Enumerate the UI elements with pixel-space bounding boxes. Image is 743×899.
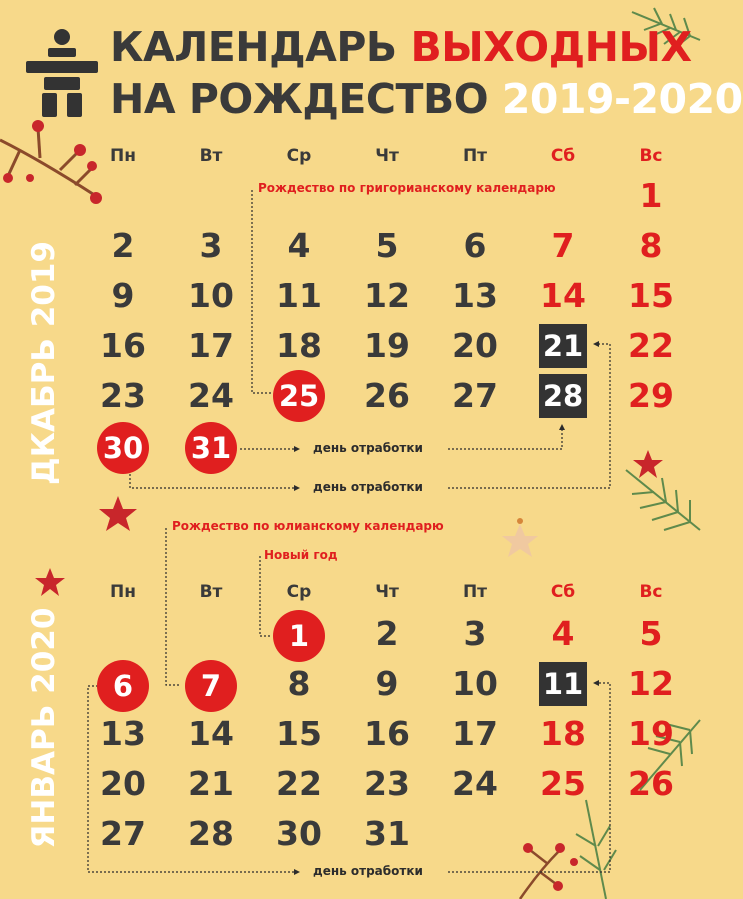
weekday-sat: Сб (550, 582, 576, 602)
calendar-day: 31 (364, 814, 410, 853)
calendar-day: 23 (100, 376, 146, 415)
berry-branch-icon (520, 843, 578, 899)
weekday-sun: Вс (639, 582, 663, 602)
calendar-day: 22 (276, 764, 322, 803)
catholic-christmas-note: Рождество по григорианскому календарю (258, 181, 556, 195)
weekday-sat: Сб (550, 146, 576, 166)
title-line-2 (110, 76, 743, 122)
calendar-day: 16 (364, 714, 410, 753)
holiday-day: 30 (97, 422, 149, 474)
calendar-day: 9 (111, 276, 135, 315)
calendar-day: 5 (375, 226, 399, 265)
weekday-tue: Вт (199, 146, 223, 166)
weekday-wed: Ср (286, 582, 312, 602)
calendar-day: 4 (287, 226, 311, 265)
january-month-label: ЯНВАРЬ 2020 (26, 607, 62, 849)
calendar-day: 23 (364, 764, 410, 803)
workday-note: день отработки (313, 864, 423, 878)
holiday-day: 1 (273, 610, 325, 662)
calendar-day: 25 (540, 764, 586, 803)
star-ornament-icon (502, 524, 538, 557)
calendar-day: 13 (100, 714, 146, 753)
calendar-day: 18 (540, 714, 586, 753)
calendar-day: 12 (628, 664, 674, 703)
calendar-day: 12 (364, 276, 410, 315)
calendar-day: 10 (188, 276, 234, 315)
calendar-day: 19 (628, 714, 674, 753)
workday-saturday: 28 (539, 374, 587, 418)
title-line-1 (110, 24, 692, 70)
calendar-day: 27 (100, 814, 146, 853)
calendar-day: 29 (628, 376, 674, 415)
calendar-day: 7 (551, 226, 575, 265)
holiday-day: 6 (97, 660, 149, 712)
holiday-day: 7 (185, 660, 237, 712)
workday-note: день отработки (313, 441, 423, 455)
calendar-day: 4 (551, 614, 575, 653)
holiday-day: 31 (185, 422, 237, 474)
new-year-note: Новый год (264, 548, 338, 562)
weekday-fri: Пт (462, 146, 488, 166)
calendar-day: 14 (188, 714, 234, 753)
calendar-day: 16 (100, 326, 146, 365)
calendar-day: 8 (639, 226, 663, 265)
calendar-day: 13 (452, 276, 498, 315)
workday-saturday: 11 (539, 662, 587, 706)
weekday-sun: Вс (639, 146, 663, 166)
berry-branch-icon (0, 120, 102, 204)
weekday-wed: Ср (286, 146, 312, 166)
calendar-day: 15 (276, 714, 322, 753)
title-red-part: ВЫХОДНЫХ (410, 23, 692, 71)
calendar-day: 8 (287, 664, 311, 703)
weekday-fri: Пт (462, 582, 488, 602)
calendar-day: 9 (375, 664, 399, 703)
calendar-day: 11 (276, 276, 322, 315)
calendar-day: 1 (639, 176, 663, 215)
calendar-day: 17 (452, 714, 498, 753)
calendar-day: 30 (276, 814, 322, 853)
title-dark-part: НА РОЖДЕСТВО (110, 75, 489, 123)
calendar-day: 22 (628, 326, 674, 365)
calendar-day: 26 (364, 376, 410, 415)
orthodox-christmas-note: Рождество по юлианскому календарю (172, 519, 444, 533)
workday-note: день отработки (313, 480, 423, 494)
title-dark-part: КАЛЕНДАРЬ (110, 23, 397, 71)
weekday-thu: Чт (375, 146, 399, 166)
calendar-day: 19 (364, 326, 410, 365)
weekday-mon: Пн (110, 582, 136, 602)
weekday-mon: Пн (110, 146, 136, 166)
calendar-day: 20 (452, 326, 498, 365)
calendar-day: 27 (452, 376, 498, 415)
calendar-day: 21 (188, 764, 234, 803)
calendar-day: 5 (639, 614, 663, 653)
title-years: 2019-2020 (501, 75, 743, 123)
weekday-thu: Чт (375, 582, 399, 602)
calendar-day: 3 (463, 614, 487, 653)
holiday-day: 25 (273, 370, 325, 422)
calendar-day: 20 (100, 764, 146, 803)
calendar-day: 10 (452, 664, 498, 703)
december-month-label: ДКАБРЬ 2019 (26, 241, 62, 485)
workday-saturday: 21 (539, 324, 587, 368)
pine-branch-icon (626, 470, 700, 530)
calendar-day: 6 (463, 226, 487, 265)
calendar-day: 17 (188, 326, 234, 365)
calendar-day: 2 (111, 226, 135, 265)
weekday-tue: Вт (199, 582, 223, 602)
calendar-day: 15 (628, 276, 674, 315)
calendar-day: 14 (540, 276, 586, 315)
calendar-day: 24 (188, 376, 234, 415)
calendar-day: 2 (375, 614, 399, 653)
calendar-day: 24 (452, 764, 498, 803)
calendar-day: 3 (199, 226, 223, 265)
calendar-day: 28 (188, 814, 234, 853)
inukshuk-logo-icon (22, 28, 102, 118)
calendar-day: 26 (628, 764, 674, 803)
calendar-day: 18 (276, 326, 322, 365)
